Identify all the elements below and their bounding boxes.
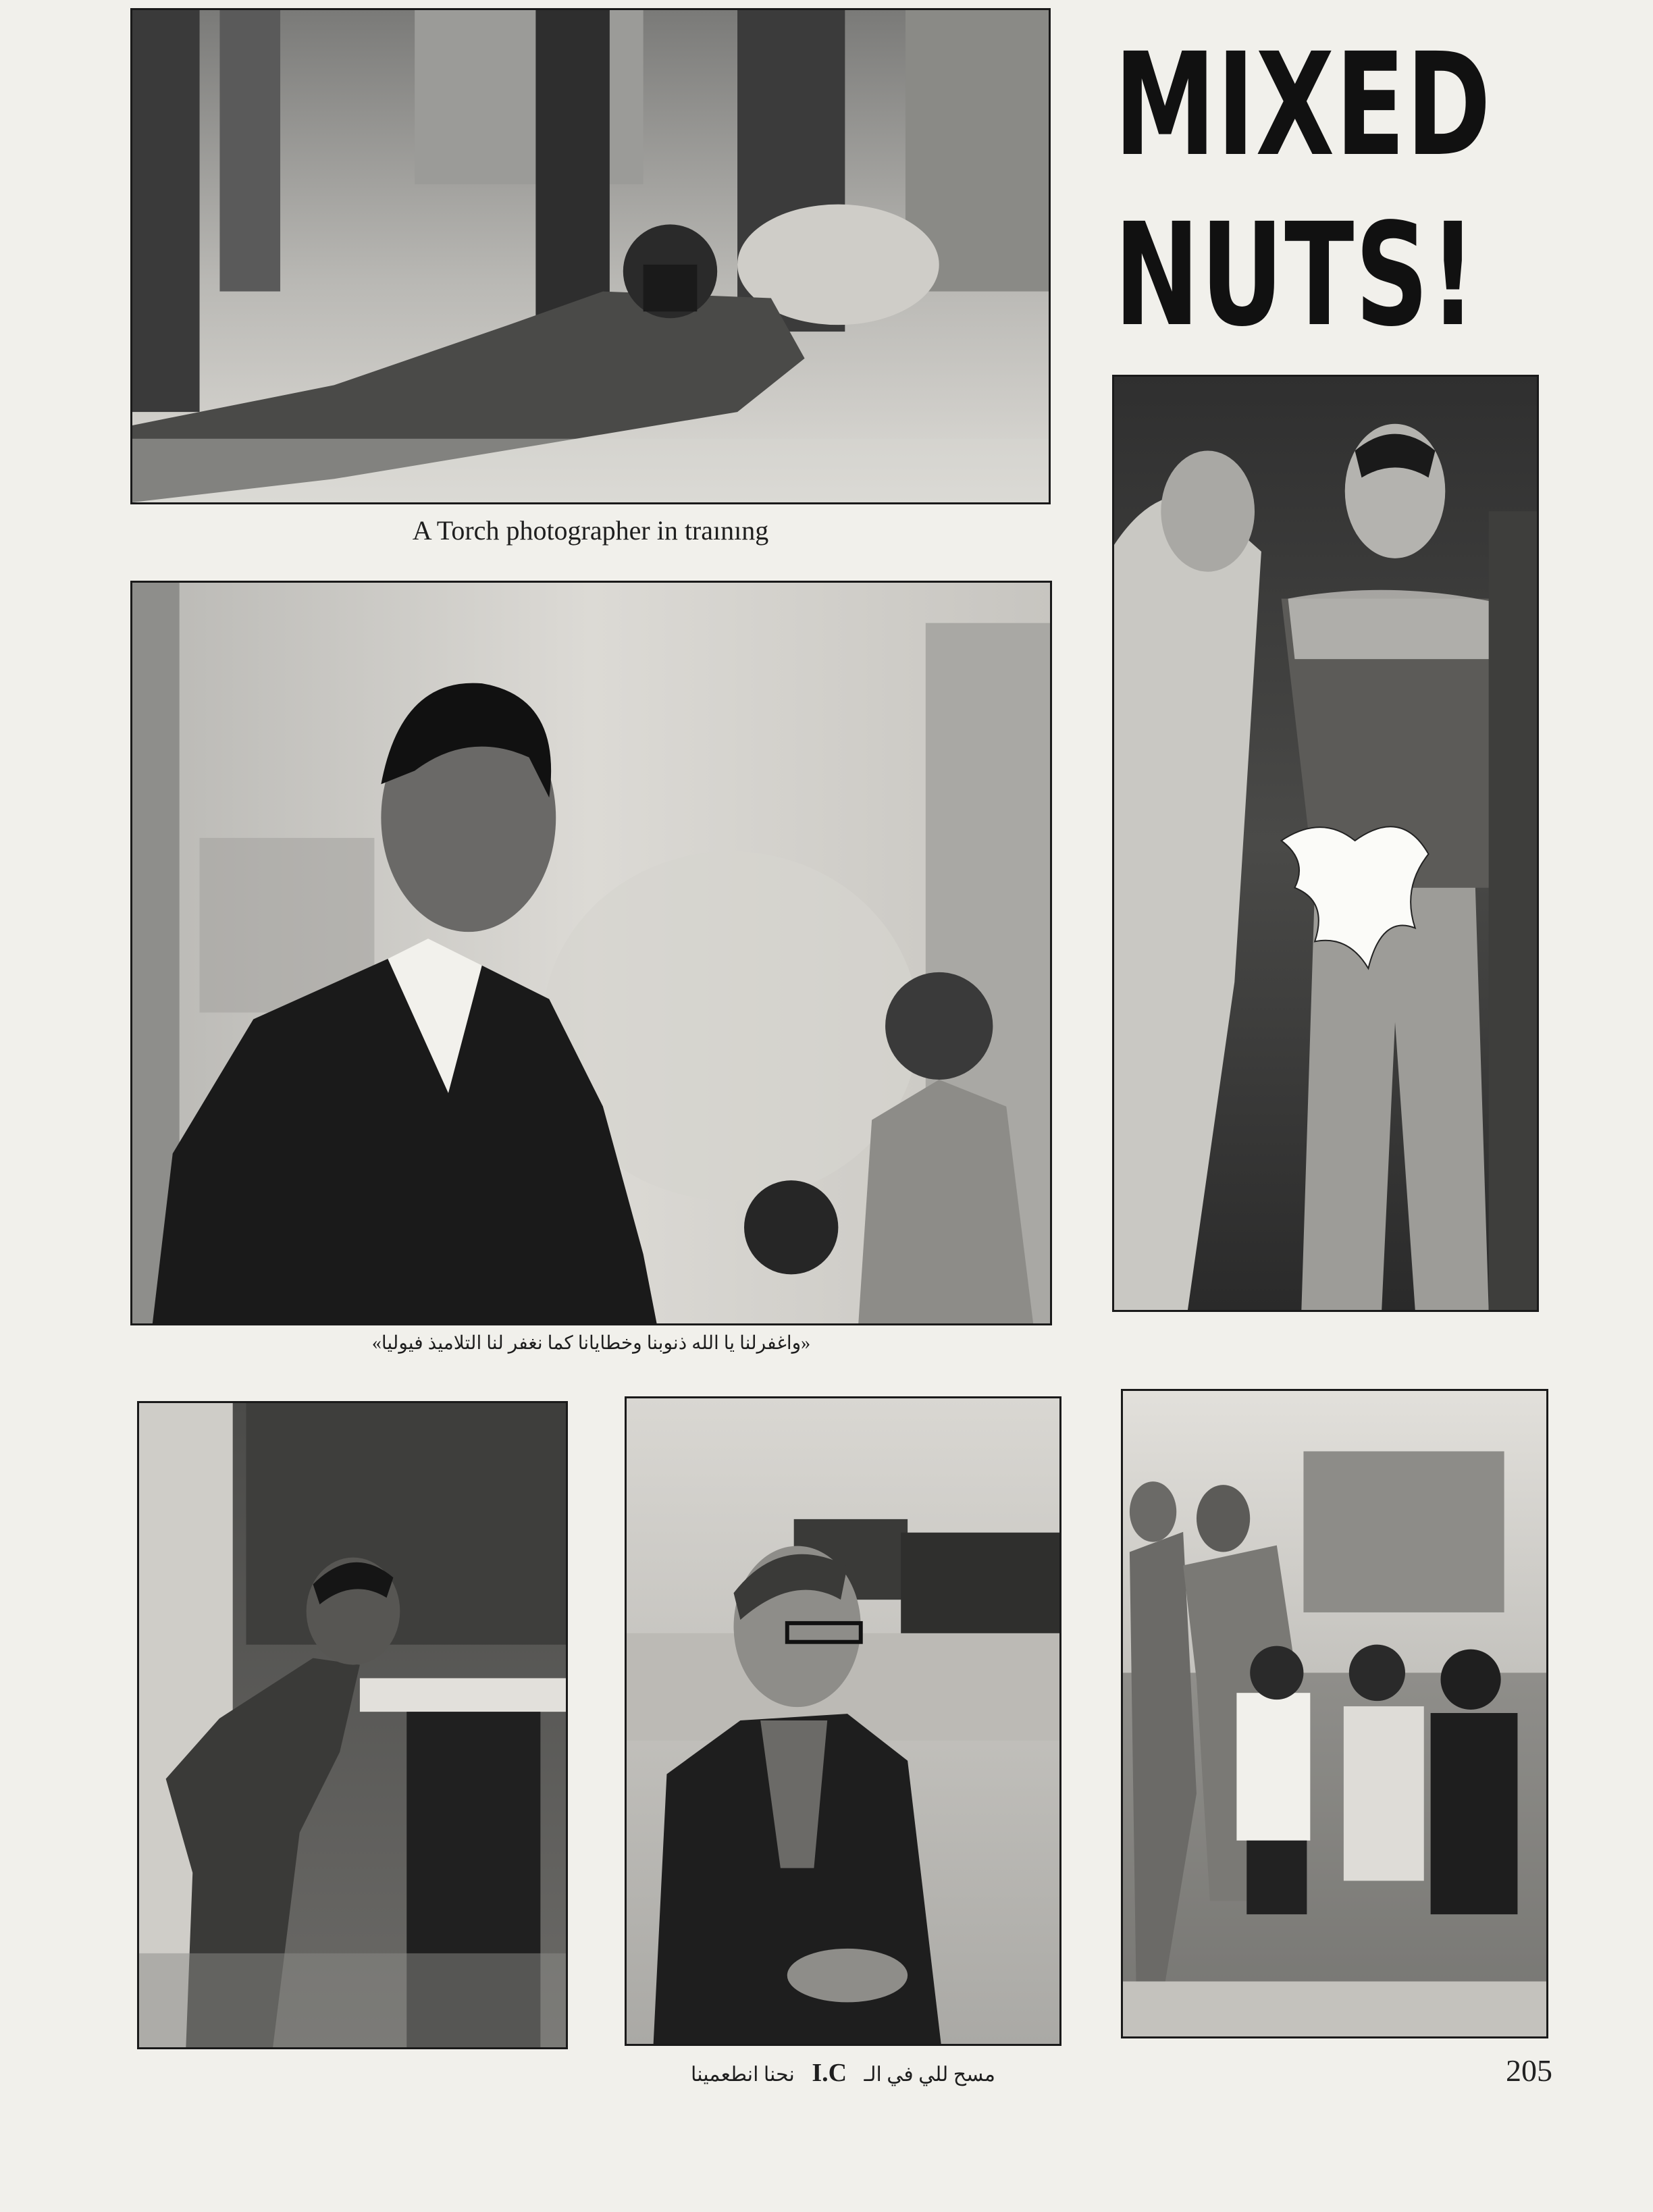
photo-man-leaning-on-desk bbox=[137, 1401, 568, 2049]
caption-bottom-arabic-suffix: نحنا انطعمينا bbox=[691, 2063, 795, 2086]
headline-line-2: NUTS! bbox=[1114, 192, 1477, 358]
photo-photographer-in-training bbox=[130, 8, 1051, 504]
headline bbox=[1114, 20, 1492, 361]
page-number: 205 bbox=[1506, 2053, 1552, 2088]
caption-bottom bbox=[625, 2058, 1061, 2088]
photo-adam-and-eve-costume bbox=[1112, 375, 1539, 1312]
caption-photographer: A Torch photographer in traınıng bbox=[412, 515, 769, 546]
photo-teacher-sweater bbox=[130, 581, 1052, 1325]
caption-teacher-arabic: «واغفرلنا يا الله ذنوبنا وخطايانا كما نغفر لنا التلاميذ فيوليا» bbox=[371, 1333, 811, 1354]
headline-line-1: MIXED bbox=[1114, 22, 1492, 188]
caption-bottom-latin: I.C bbox=[812, 2059, 847, 2087]
caption-bottom-arabic-prefix: مسح للي في الـ bbox=[864, 2063, 995, 2086]
photo-man-in-glasses-seated bbox=[625, 1396, 1061, 2046]
photo-children-with-adults bbox=[1121, 1389, 1548, 2038]
